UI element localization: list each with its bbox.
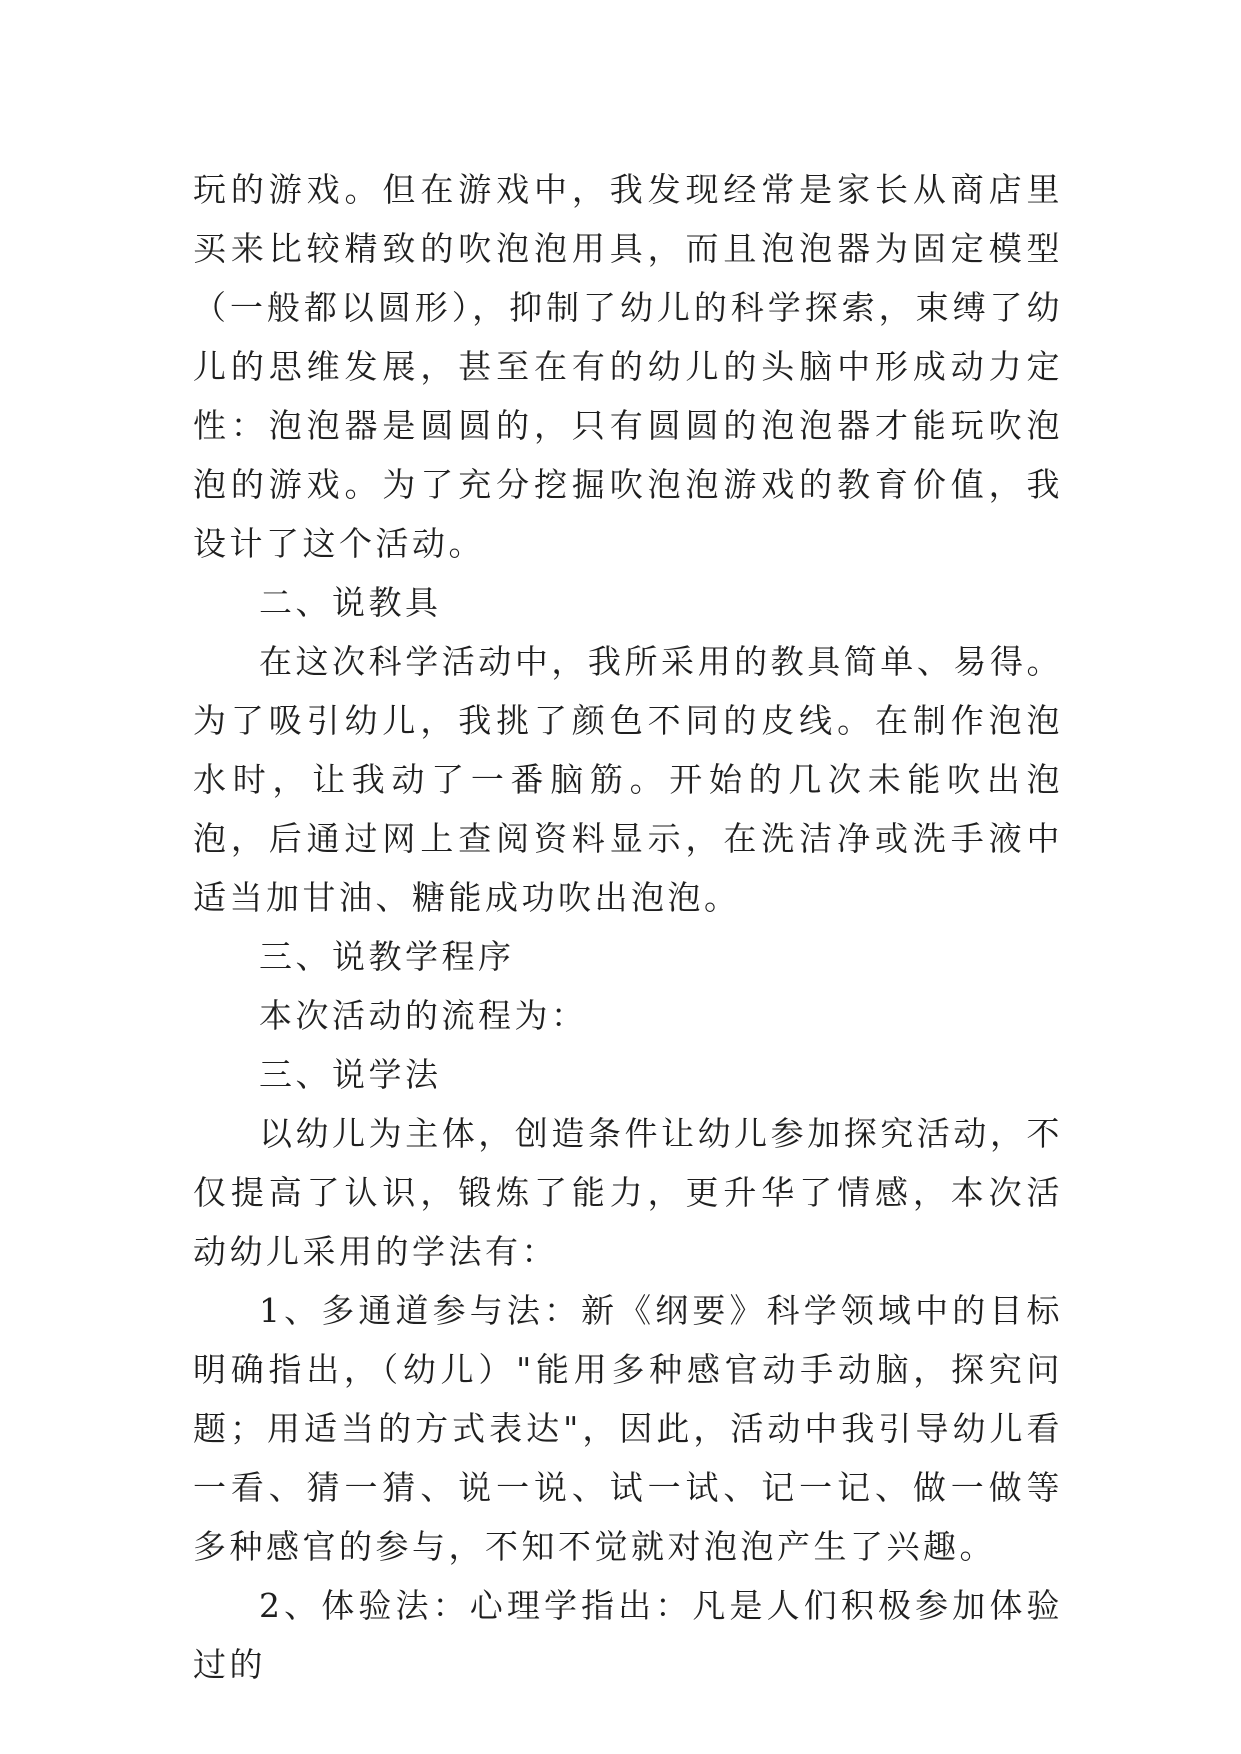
paragraph-activity-flow: 本次活动的流程为： <box>259 996 588 1035</box>
paragraph-learning-methods: 以幼儿为主体，创造条件让幼儿参加探究活动，不仅提高了认识，锻炼了能力，更升华了情感，本次活动幼儿采用的学法有： <box>193 1114 1063 1271</box>
paragraph-multi-channel-method: 1、多通道参与法：新《纲要》科学领域中的目标明确指出，（幼儿）"能用多种感官动手动脑，探究问题；用适当的方式表达"，因此，活动中我引导幼儿看一看、猜一猜、说一说、试一试、记一记、做一做等多种感官的参与，不知不觉就对泡泡产生了兴趣。 <box>193 1291 1063 1566</box>
heading-teaching-procedure: 三、说教学程序 <box>259 937 515 976</box>
heading-teaching-aids: 二、说教具 <box>259 583 442 622</box>
paragraph-intro-continued: 玩的游戏。但在游戏中，我发现经常是家长从商店里买来比较精致的吹泡泡用具，而且泡泡器为固定模型（一般都以圆形），抑制了幼儿的科学探索，束缚了幼儿的思维发展，甚至在有的幼儿的头脑中形成动力定性：泡泡器是圆圆的，只有圆圆的泡泡器才能玩吹泡泡的游戏。为了充分挖掘吹泡泡游戏的教育价值，我设计了这个活动。 <box>193 170 1063 563</box>
paragraph-experience-method: 2、体验法：心理学指出：凡是人们积极参加体验过的 <box>193 1586 1063 1684</box>
document-body <box>193 160 1063 1694</box>
paragraph-teaching-aids: 在这次科学活动中，我所采用的教具简单、易得。为了吸引幼儿，我挑了颜色不同的皮线。在制作泡泡水时，让我动了一番脑筋。开始的几次未能吹出泡泡，后通过网上查阅资料显示，在洗洁净或洗手液中适当加甘油、糖能成功吹出泡泡。 <box>193 642 1063 917</box>
heading-learning-methods: 三、说学法 <box>259 1055 442 1094</box>
